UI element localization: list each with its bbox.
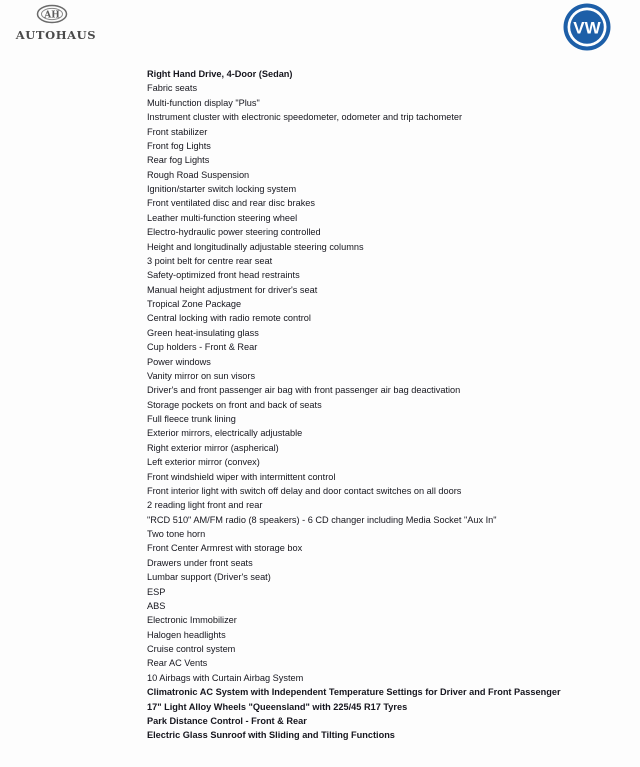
feature-item: Rear fog Lights [147, 155, 210, 166]
feature-item: 2 reading light front and rear [147, 500, 263, 511]
feature-item: Electro-hydraulic power steering controlled [147, 227, 321, 238]
page-header [0, 0, 640, 60]
feature-item: Rough Road Suspension [147, 169, 250, 180]
feature-item: Lumbar support (Driver's seat) [147, 572, 271, 583]
feature-item: Driver's and front passenger air bag with front passenger air bag deactivation [147, 385, 461, 396]
feature-item: "RCD 510" AM/FM radio (8 speakers) - 6 CD changer including Media Socket "Aux In" [147, 514, 497, 525]
autohaus-emblem-icon [36, 4, 68, 24]
dealer-name: AUTOHAUS [15, 28, 97, 42]
feature-item: Electric Glass Sunroof with Sliding and Tilting Functions [147, 730, 395, 741]
feature-item: Front Center Armrest with storage box [147, 543, 303, 554]
feature-item: Height and longitudinally adjustable steering columns [147, 241, 364, 252]
feature-item: Vanity mirror on sun visors [147, 370, 256, 381]
feature-item: Front stabilizer [147, 126, 208, 137]
feature-item: Front ventilated disc and rear disc brakes [147, 198, 316, 209]
feature-item: Manual height adjustment for driver's seat [147, 284, 318, 295]
feature-item: Front windshield wiper with intermittent control [147, 471, 336, 482]
feature-item: Left exterior mirror (convex) [147, 457, 260, 468]
feature-item: Storage pockets on front and back of seats [147, 399, 322, 410]
feature-item: Multi-function display "Plus" [147, 97, 260, 108]
feature-item: Exterior mirrors, electrically adjustable [147, 428, 303, 439]
feature-item: Cruise control system [147, 644, 236, 654]
feature-item: Right Hand Drive, 4-Door (Sedan) [147, 69, 293, 79]
feature-item: 17" Light Alloy Wheels "Queensland" with 225/45 R17 Tyres [147, 701, 408, 712]
feature-item: ABS [147, 600, 166, 611]
autohaus-logo [4, 4, 104, 44]
feature-item: Front interior light with switch off delay and door contact switches on all doors [147, 485, 462, 496]
feature-item: Electronic Immobilizer [147, 615, 237, 626]
feature-item: Safety-optimized front head restraints [147, 270, 300, 281]
feature-item: Ignition/starter switch locking system [147, 184, 297, 194]
feature-item: Climatronic AC System with Independent Temperature Settings for Driver and Front Passenger [147, 687, 561, 698]
feature-item: Cup holders - Front & Rear [147, 342, 258, 353]
feature-item: Instrument cluster with electronic speedometer, odometer and trip tachometer [147, 112, 463, 123]
feature-item: Right exterior mirror (aspherical) [147, 442, 279, 453]
feature-item: Front fog Lights [147, 140, 211, 151]
feature-item: Rear AC Vents [147, 658, 208, 669]
feature-item: Leather multi-function steering wheel [147, 212, 298, 223]
feature-item: Central locking with radio remote control [147, 313, 311, 324]
feature-item: Tropical Zone Package [147, 299, 242, 309]
feature-item: Green heat-insulating glass [147, 327, 259, 338]
feature-item: Drawers under front seats [147, 557, 253, 568]
feature-item: Fabric seats [147, 83, 198, 94]
vw-emblem-text: VW [573, 18, 601, 38]
feature-item: Park Distance Control - Front & Rear [147, 715, 307, 726]
feature-item: Two tone horn [147, 529, 206, 539]
feature-item: Halogen headlights [147, 629, 226, 640]
feature-item: Full fleece trunk lining [147, 414, 236, 424]
feature-list [147, 67, 617, 743]
autohaus-emblem-text: AH [44, 10, 60, 21]
feature-item: 10 Airbags with Curtain Airbag System [147, 672, 304, 683]
feature-item: 3 point belt for centre rear seat [147, 255, 273, 266]
feature-item: Power windows [147, 356, 211, 367]
volkswagen-logo-icon [562, 2, 612, 52]
feature-item: ESP [147, 586, 166, 597]
